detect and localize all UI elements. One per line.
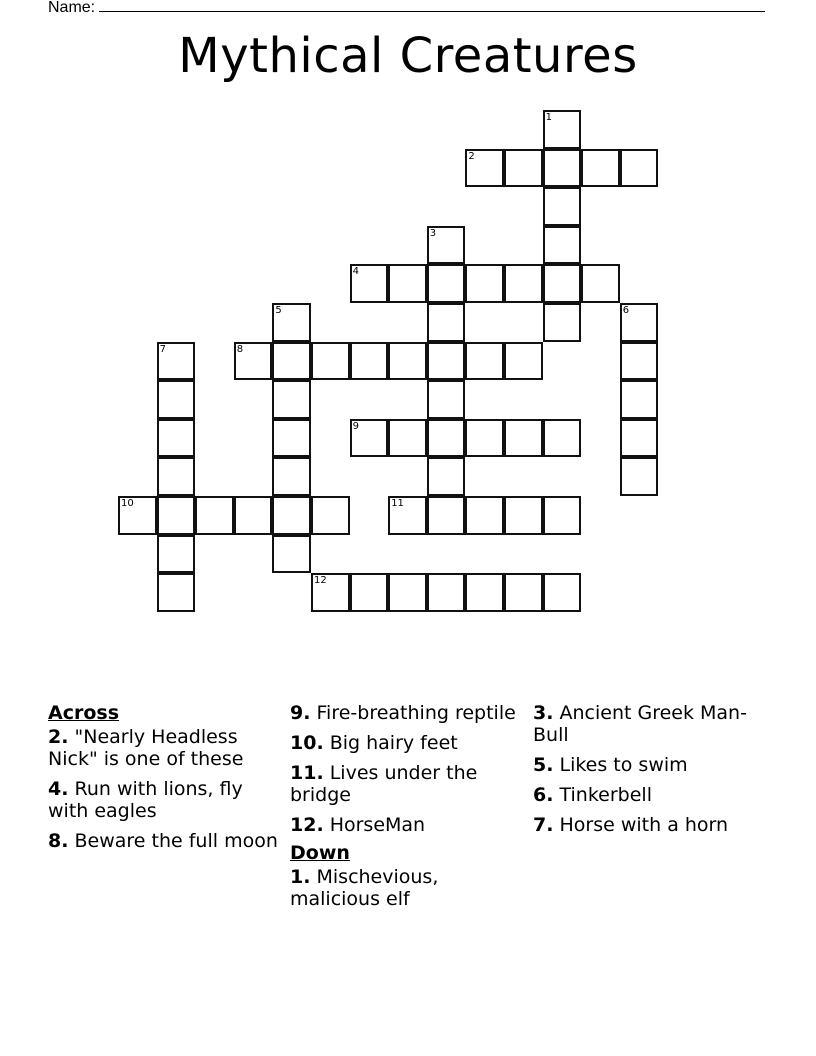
grid-cell[interactable]: [272, 342, 311, 381]
grid-cell[interactable]: [388, 264, 427, 303]
grid-cell[interactable]: [272, 380, 311, 419]
grid-cell[interactable]: [388, 419, 427, 458]
clue-number: 6: [622, 305, 630, 316]
clue-across-12: 12. HorseMan: [290, 814, 426, 836]
clue-down-5: 5. Likes to swim: [533, 754, 688, 776]
grid-cell[interactable]: [504, 573, 543, 612]
clue-across-4: 4. Run with lions, fly with eagles: [48, 778, 243, 822]
clue-number: 1: [545, 112, 552, 123]
clue-number: 12: [314, 575, 327, 587]
grid-cell[interactable]: [543, 110, 582, 149]
grid-cell[interactable]: [620, 342, 659, 381]
clue-down-1: 1. Mischevious, malicious elf: [290, 866, 439, 910]
grid-cell[interactable]: [465, 496, 504, 535]
grid-cell[interactable]: [157, 419, 196, 458]
grid-cell[interactable]: [620, 149, 659, 188]
clue-number: 5: [275, 305, 282, 316]
grid-cell[interactable]: [620, 419, 659, 458]
grid-cell[interactable]: [465, 264, 504, 303]
clue-number: 8: [236, 343, 244, 355]
grid-cell[interactable]: [504, 496, 543, 535]
clue-number: 7: [159, 343, 166, 355]
clues-column-3: [533, 702, 769, 844]
grid-cell[interactable]: [157, 380, 196, 419]
grid-cell[interactable]: [543, 303, 582, 342]
grid-cell[interactable]: [620, 303, 659, 342]
grid-cell[interactable]: [543, 496, 582, 535]
clues-column-2: [290, 702, 526, 918]
grid-cell[interactable]: [157, 535, 196, 574]
grid-cell[interactable]: [504, 419, 543, 458]
grid-cell[interactable]: [504, 342, 543, 381]
grid-cell[interactable]: [543, 149, 582, 188]
grid-cell[interactable]: [427, 496, 466, 535]
grid-cell[interactable]: [350, 342, 389, 381]
grid-cell[interactable]: [427, 457, 466, 496]
grid-cell[interactable]: [157, 457, 196, 496]
clue-number: 11: [391, 498, 404, 509]
grid-cell[interactable]: [581, 264, 620, 303]
grid-cell[interactable]: [350, 419, 389, 458]
grid-cell[interactable]: [388, 573, 427, 612]
clue-across-9: 9. Fire-breathing reptile: [290, 702, 516, 724]
grid-cell[interactable]: [234, 496, 273, 535]
grid-cell[interactable]: [427, 226, 466, 265]
name-label: Name:: [48, 0, 96, 16]
grid-cell[interactable]: [388, 496, 427, 535]
grid-cell[interactable]: [543, 187, 582, 226]
grid-cell[interactable]: [350, 264, 389, 303]
grid-cell[interactable]: [272, 496, 311, 535]
clues-column-1: [48, 702, 284, 860]
clue-down-3: 3. Ancient Greek Man-Bull: [533, 702, 747, 746]
clue-across-8: 8. Beware the full moon: [48, 830, 278, 852]
grid-cell[interactable]: [504, 149, 543, 188]
grid-cell[interactable]: [581, 149, 620, 188]
grid-cell[interactable]: [157, 496, 196, 535]
grid-cell[interactable]: [272, 535, 311, 574]
clue-down-7: 7. Horse with a horn: [533, 814, 729, 836]
clue-number: 9: [352, 420, 359, 432]
grid-cell[interactable]: [427, 419, 466, 458]
grid-cell[interactable]: [311, 342, 350, 381]
page-title: Mythical Creatures: [178, 28, 638, 84]
grid-cell[interactable]: [465, 573, 504, 612]
grid-cell[interactable]: [465, 419, 504, 458]
clue-across-2: 2. "Nearly Headless Nick" is one of these: [48, 726, 244, 770]
grid-cell[interactable]: [157, 342, 196, 381]
grid-cell[interactable]: [350, 573, 389, 612]
clue-number: 3: [429, 227, 437, 239]
grid-cell[interactable]: [195, 496, 234, 535]
grid-cell[interactable]: [157, 573, 196, 612]
grid-cell[interactable]: [427, 342, 466, 381]
grid-cell[interactable]: [465, 342, 504, 381]
grid-cell[interactable]: [543, 226, 582, 265]
clue-down-6: 6. Tinkerbell: [533, 784, 652, 806]
grid-cell[interactable]: [388, 342, 427, 381]
grid-cell[interactable]: [234, 342, 273, 381]
down-heading: Down: [290, 842, 350, 864]
grid-cell[interactable]: [311, 573, 350, 612]
grid-cell[interactable]: [465, 149, 504, 188]
grid-cell[interactable]: [620, 380, 659, 419]
grid-cell[interactable]: [272, 303, 311, 342]
across-heading: Across: [48, 702, 120, 724]
grid-cell[interactable]: [543, 573, 582, 612]
grid-cell[interactable]: [504, 264, 543, 303]
grid-cell[interactable]: [427, 303, 466, 342]
grid-cell[interactable]: [620, 457, 659, 496]
grid-cell[interactable]: [427, 380, 466, 419]
grid-cell[interactable]: [118, 496, 157, 535]
clue-across-10: 10. Big hairy feet: [290, 732, 458, 754]
grid-cell[interactable]: [311, 496, 350, 535]
clue-across-11: 11. Lives under the bridge: [290, 762, 478, 806]
grid-cell[interactable]: [543, 419, 582, 458]
clue-number: 10: [121, 498, 134, 509]
clue-number: 4: [352, 266, 359, 278]
grid-cell[interactable]: [272, 457, 311, 496]
grid-cell[interactable]: [543, 264, 582, 303]
grid-cell[interactable]: [272, 419, 311, 458]
grid-cell[interactable]: [427, 264, 466, 303]
grid-cell[interactable]: [427, 573, 466, 612]
clue-number: 2: [468, 150, 475, 162]
